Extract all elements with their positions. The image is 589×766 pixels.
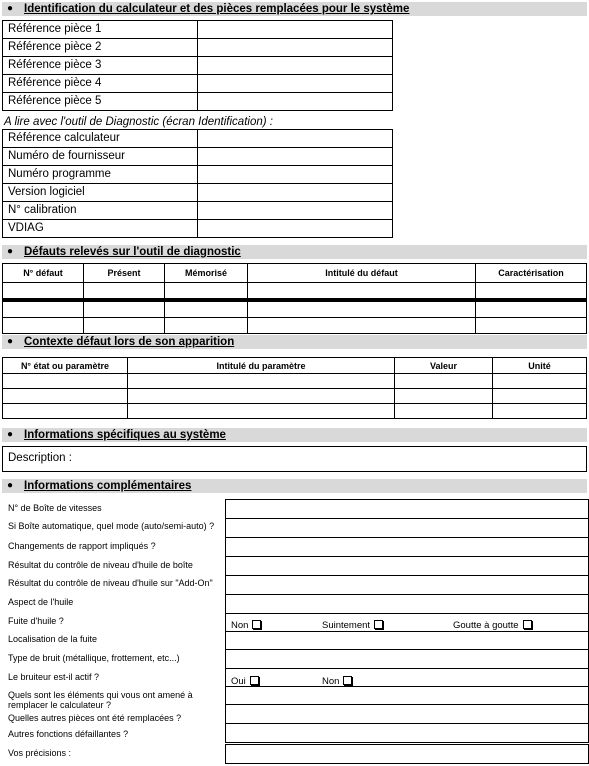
description-field[interactable]: Description : [2,446,587,472]
calibration-field[interactable] [198,202,393,220]
table-row[interactable] [3,318,587,334]
bullet-icon: ● [7,429,14,440]
question-label: Si Boîte automatique, quel mode (auto/semi-auto) ? [8,521,215,531]
question-label: Autres fonctions défaillantes ? [8,729,129,739]
question-label: N° de Boîte de vitesses [8,503,102,513]
checkbox-icon[interactable] [343,676,352,685]
table-row[interactable] [3,283,587,301]
diag-table [2,129,393,238]
vdiag-field[interactable] [198,220,393,238]
table-row: Numéro de fournisseur [3,148,393,166]
table-row: Référence pièce 5 [3,93,393,111]
section-header-defauts: ● Défauts relevés sur l'outil de diagnostic [2,245,587,259]
checkbox-icon[interactable] [374,620,383,629]
table-row: Référence pièce 1 [3,21,393,39]
checkbox-icon[interactable] [523,620,532,629]
section-header-contexte: ● Contexte défaut lors de son apparition [2,335,587,349]
num-programme-field[interactable] [198,166,393,184]
piece-5-field[interactable] [198,93,393,111]
question-label: Vos précisions : [8,748,72,758]
piece-3-field[interactable] [198,57,393,75]
vos-precisions-field[interactable] [225,744,589,764]
section-header-complementaires: ● Informations complémentaires [2,479,587,493]
question-label: Le bruiteur est-il actif ? [8,672,100,682]
question-label: Résultat du contrôle de niveau d'huile sur "Add-On" [8,578,213,588]
bullet-icon: ● [7,3,14,14]
table-row: Numéro programme [3,166,393,184]
question-label: Quelles autres pièces ont été remplacées ? [8,713,182,723]
table-row[interactable] [3,300,587,318]
num-fournisseur-field[interactable] [198,148,393,166]
table-row: N° calibration [3,202,393,220]
question-label: Changements de rapport impliqués ? [8,541,156,551]
section-header-identification: ● Identification du calculateur et des pièces remplacées pour le système [2,2,587,16]
bullet-icon: ● [7,246,14,257]
bullet-icon: ● [7,336,14,347]
checkbox-icon[interactable] [250,676,259,685]
ref-calculateur-field[interactable] [198,130,393,148]
bullet-icon: ● [7,480,14,491]
question-label: Aspect de l'huile [8,597,74,607]
bruiteur-option-oui[interactable]: Oui [231,676,259,687]
fuite-option-suintement[interactable]: Suintement [322,620,383,631]
version-logiciel-field[interactable] [198,184,393,202]
diag-caption: A lire avec l'outil de Diagnostic (écran Identification) : [4,116,273,128]
bruiteur-option-non[interactable]: Non [322,676,352,687]
table-row: Référence pièce 3 [3,57,393,75]
piece-1-field[interactable] [198,21,393,39]
table-row: VDIAG [3,220,393,238]
question-label: Quels sont les éléments qui vous ont amené à remplacer le calculateur ? [8,690,193,710]
question-label: Résultat du contrôle de niveau d'huile de boîte [8,560,193,570]
contexte-table [2,357,587,419]
table-header-row: N° défaut Présent Mémorisé Intitulé du défaut Caractérisation [3,264,587,283]
table-row: Version logiciel [3,184,393,202]
question-label: Localisation de la fuite [8,634,98,644]
pieces-table [2,20,393,111]
table-row[interactable] [3,374,587,389]
piece-2-field[interactable] [198,39,393,57]
table-row[interactable] [3,404,587,419]
defauts-table [2,263,587,334]
table-row: Référence calculateur [3,130,393,148]
fuite-option-non[interactable]: Non [231,620,261,631]
question-label: Fuite d'huile ? [8,616,64,626]
answers-box [225,499,589,743]
checkbox-icon[interactable] [252,620,261,629]
table-row: Référence pièce 4 [3,75,393,93]
fuite-option-goutte[interactable]: Goutte à goutte [453,620,532,631]
table-row[interactable] [3,389,587,404]
piece-4-field[interactable] [198,75,393,93]
question-label: Type de bruit (métallique, frottement, etc...) [8,653,180,663]
table-header-row: N° état ou paramètre Intitulé du paramètre Valeur Unité [3,358,587,374]
table-row: Référence pièce 2 [3,39,393,57]
section-header-specifiques: ● Informations spécifiques au système [2,428,587,442]
